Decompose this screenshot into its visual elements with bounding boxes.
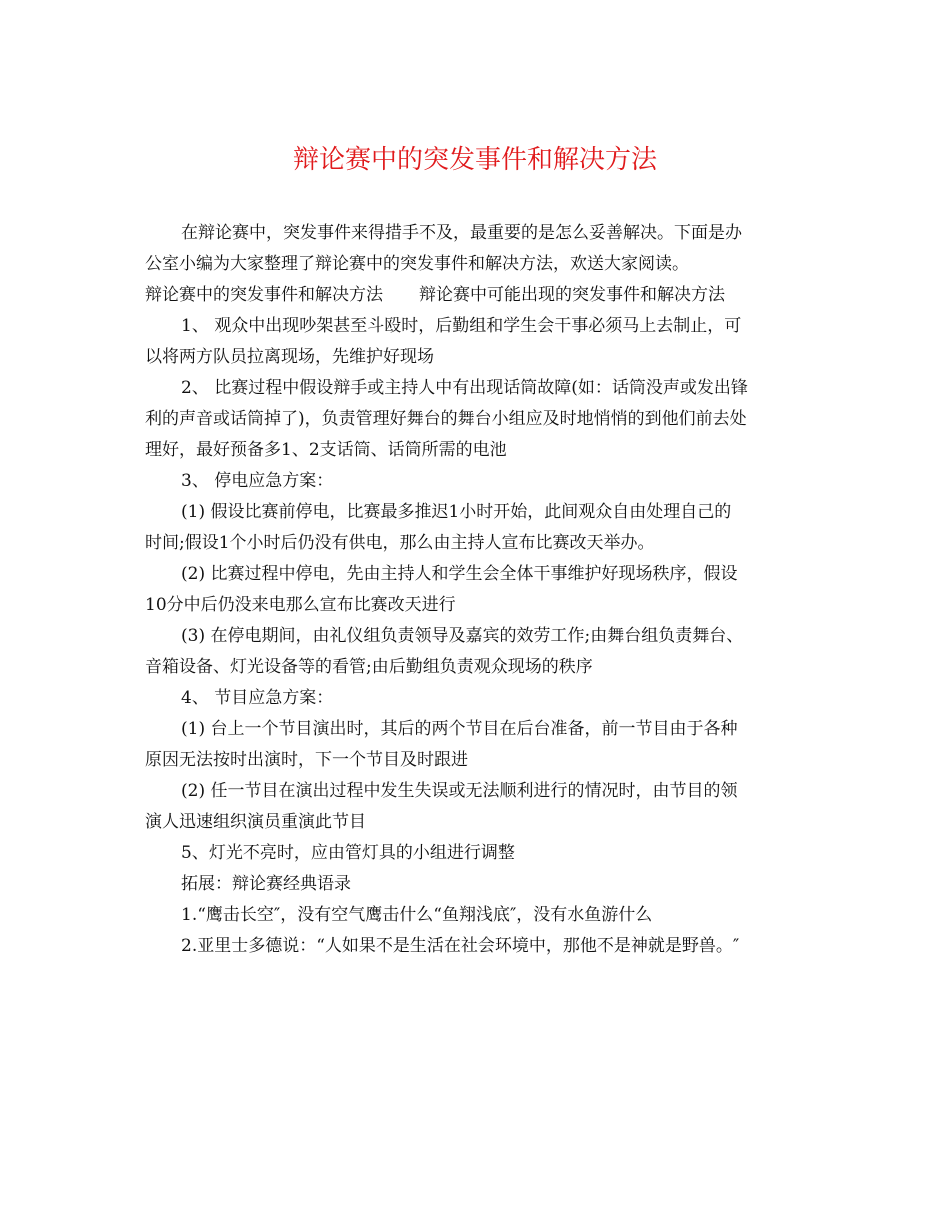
item-3-1-line: 时间;假设1个小时后仍没有供电，那么由主持人宣布比赛改天举办。 [145,533,655,553]
item-3-3-line: (3) 在停电期间，由礼仪组负责领导及嘉宾的效劳工作;由舞台组负责舞台、 [181,626,744,646]
extension-title: 拓展：辩论赛经典语录 [181,874,351,894]
document-body [145,218,805,962]
section-headings [145,280,805,311]
item-3-3-line: 音箱设备、灯光设备等的看管;由后勤组负责观众现场的秩序 [145,657,593,677]
item-4-title: 4、 节目应急方案： [181,688,334,708]
item-2-line: 2、 比赛过程中假设辩手或主持人中有出现话筒故障(如：话筒没声或发出锋 [181,378,748,398]
item-4-1-line: 原因无法按时出演时，下一个节目及时跟进 [145,750,468,770]
quote-line: 2.亚里士多德说：“人如果不是生活在社会环境中，那他不是神就是野兽。″ [181,936,740,956]
item-1-line: 1、 观众中出现吵架甚至斗殴时，后勤组和学生会干事必须马上去制止，可 [181,316,742,336]
intro-line: 在辩论赛中，突发事件来得措手不及，最重要的是怎么妥善解决。下面是办 [181,223,742,243]
item-3-2-line: (2) 比赛过程中停电，先由主持人和学生会全体干事维护好现场秩序，假设 [181,564,738,584]
item-2-line: 理好，最好预备多1、2支话筒、话筒所需的电池 [145,440,507,460]
item-4-1-line: (1) 台上一个节目演出时，其后的两个节目在后台准备，前一节目由于各种 [181,719,738,739]
item-3-title: 3、 停电应急方案： [181,471,334,491]
item-1-line: 以将两方队员拉离现场，先维护好现场 [145,347,434,367]
item-5-line: 5、灯光不亮时，应由管灯具的小组进行调整 [181,843,515,863]
section-heading: 辩论赛中的突发事件和解决方法 [145,285,383,305]
item-4-2-line: 演人迅速组织演员重演此节目 [145,812,366,832]
item-3-2-line: 10分中后仍没来电那么宣布比赛改天进行 [145,595,456,615]
item-4-2-line: (2) 任一节目在演出过程中发生失误或无法顺利进行的情况时，由节目的领 [181,781,738,801]
document-title: 辩论赛中的突发事件和解决方法 [292,145,657,175]
intro-line: 公室小编为大家整理了辩论赛中的突发事件和解决方法，欢送大家阅读。 [145,254,689,274]
section-heading: 辩论赛中可能出现的突发事件和解决方法 [419,285,725,305]
item-2-line: 利的声音或话筒掉了)，负责管理好舞台的舞台小组应及时地悄悄的到他们前去处 [145,409,747,429]
item-3-1-line: (1) 假设比赛前停电，比赛最多推迟1小时开始，此间观众自由处理自己的 [181,502,732,522]
quote-line: 1.“鹰击长空″，没有空气鹰击什么“鱼翔浅底″，没有水鱼游什么 [181,905,653,925]
